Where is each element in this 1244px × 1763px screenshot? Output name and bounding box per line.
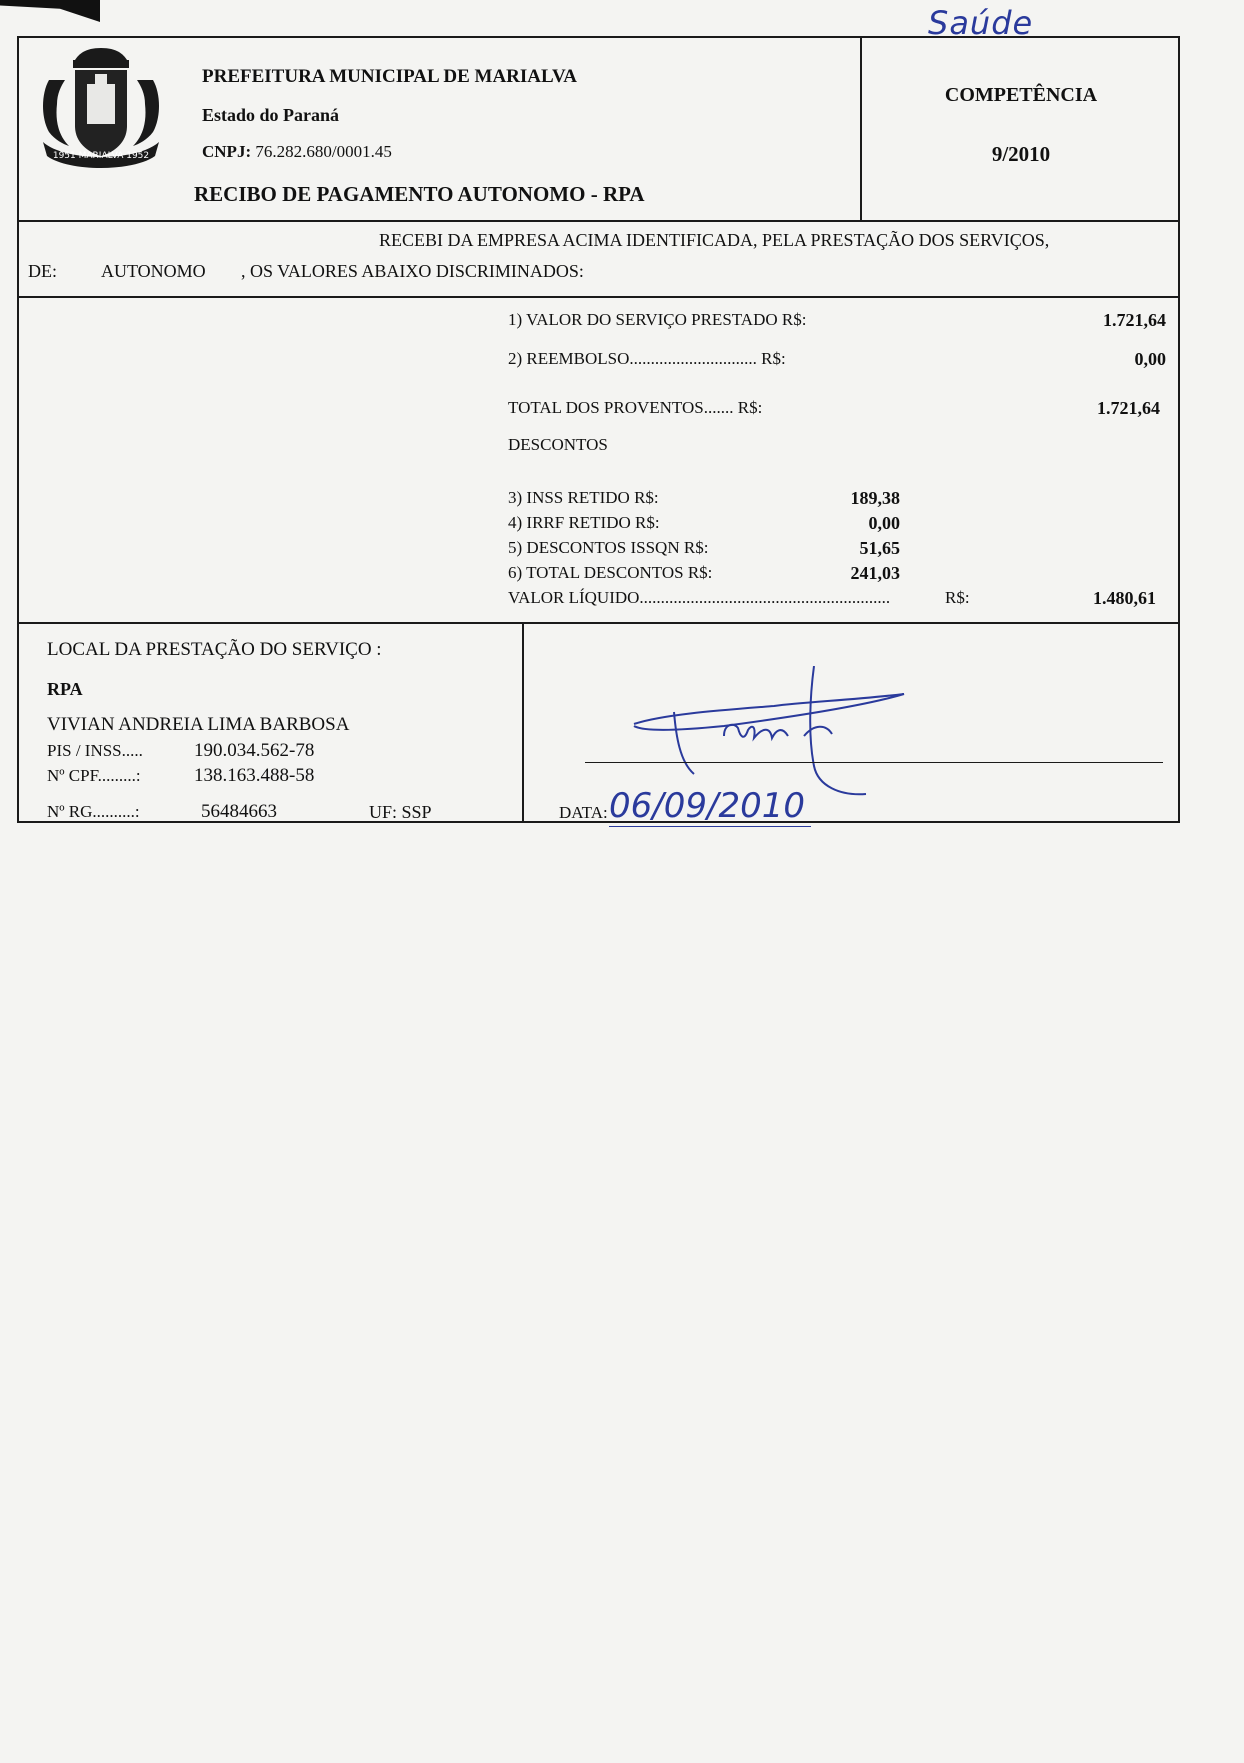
footer-divider: [522, 622, 524, 823]
servico-value: 1.721,64: [1103, 310, 1166, 330]
uf-value: SSP: [401, 802, 432, 822]
valor-liquido-rs: R$:: [945, 588, 970, 607]
de-label: DE:: [28, 261, 57, 281]
uf-field: [369, 802, 432, 823]
rg-value: 56484663: [201, 801, 277, 822]
data-label: DATA:: [559, 803, 608, 822]
total-descontos-label: 6) TOTAL DESCONTOS R$:: [508, 563, 713, 582]
reembolso-label: 2) REEMBOLSO.............................. R$:: [508, 349, 786, 368]
rule-1: [19, 220, 1178, 222]
pis-value: 190.034.562-78: [194, 740, 315, 761]
rg-label: Nº RG..........:: [47, 802, 140, 821]
irrf-label: 4) IRRF RETIDO R$:: [508, 513, 660, 532]
de-value: AUTONOMO: [101, 261, 206, 281]
signature-line: [585, 762, 1163, 763]
competencia-value: 9/2010: [991, 142, 1051, 166]
rule-2: [19, 296, 1178, 298]
issqn-value: 51,65: [859, 538, 900, 558]
local-label: LOCAL DA PRESTAÇÃO DO SERVIÇO :: [47, 639, 382, 660]
rule-3: [19, 622, 1178, 624]
servico-label: 1) VALOR DO SERVIÇO PRESTADO R$:: [508, 310, 807, 329]
worker-name: VIVIAN ANDREIA LIMA BARBOSA: [47, 714, 350, 735]
local-value: RPA: [47, 679, 83, 699]
uf-label: UF:: [369, 802, 398, 822]
pis-label: PIS / INSS.....: [47, 741, 143, 760]
data-value: 06/09/2010: [609, 786, 811, 827]
cpf-value: 138.163.488-58: [194, 765, 315, 786]
org-name: PREFEITURA MUNICIPAL DE MARIALVA: [202, 66, 577, 87]
cnpj-value: 76.282.680/0001.45: [255, 142, 392, 161]
cnpj-line: [202, 142, 392, 162]
signature: [604, 666, 914, 806]
cnpj-label: CNPJ:: [202, 142, 252, 161]
descontos-label: DESCONTOS: [508, 435, 608, 454]
competencia-label: COMPETÊNCIA: [944, 84, 1098, 106]
seal-lettering: 1951 MARIALVA 1952: [52, 151, 150, 161]
total-proventos-value: 1.721,64: [1097, 398, 1160, 418]
state-name: Estado do Paraná: [202, 105, 340, 125]
inss-label: 3) INSS RETIDO R$:: [508, 488, 659, 507]
receipt-form: [17, 36, 1180, 826]
reembolso-value: 0,00: [1134, 349, 1166, 369]
scan-artifact: [0, 0, 100, 22]
inss-value: 189,38: [850, 488, 900, 508]
issqn-label: 5) DESCONTOS ISSQN R$:: [508, 538, 709, 557]
document-title: RECIBO DE PAGAMENTO AUTONOMO - RPA: [194, 182, 645, 206]
header-divider: [860, 38, 862, 220]
handwritten-annotation: Saúde: [928, 4, 1034, 42]
valor-liquido-label: VALOR LÍQUIDO...........................................................: [508, 588, 891, 607]
municipal-seal: [35, 44, 167, 174]
total-proventos-label: TOTAL DOS PROVENTOS....... R$:: [508, 398, 763, 417]
irrf-value: 0,00: [868, 513, 900, 533]
cpf-label: Nº CPF.........:: [47, 766, 141, 785]
valor-liquido-value: 1.480,61: [1093, 588, 1156, 608]
intro-line-2: , OS VALORES ABAIXO DISCRIMINADOS:: [241, 261, 584, 281]
total-descontos-value: 241,03: [850, 563, 900, 583]
intro-line-1: RECEBI DA EMPRESA ACIMA IDENTIFICADA, PELA PRESTAÇÃO DOS SERVIÇOS,: [379, 230, 1050, 250]
